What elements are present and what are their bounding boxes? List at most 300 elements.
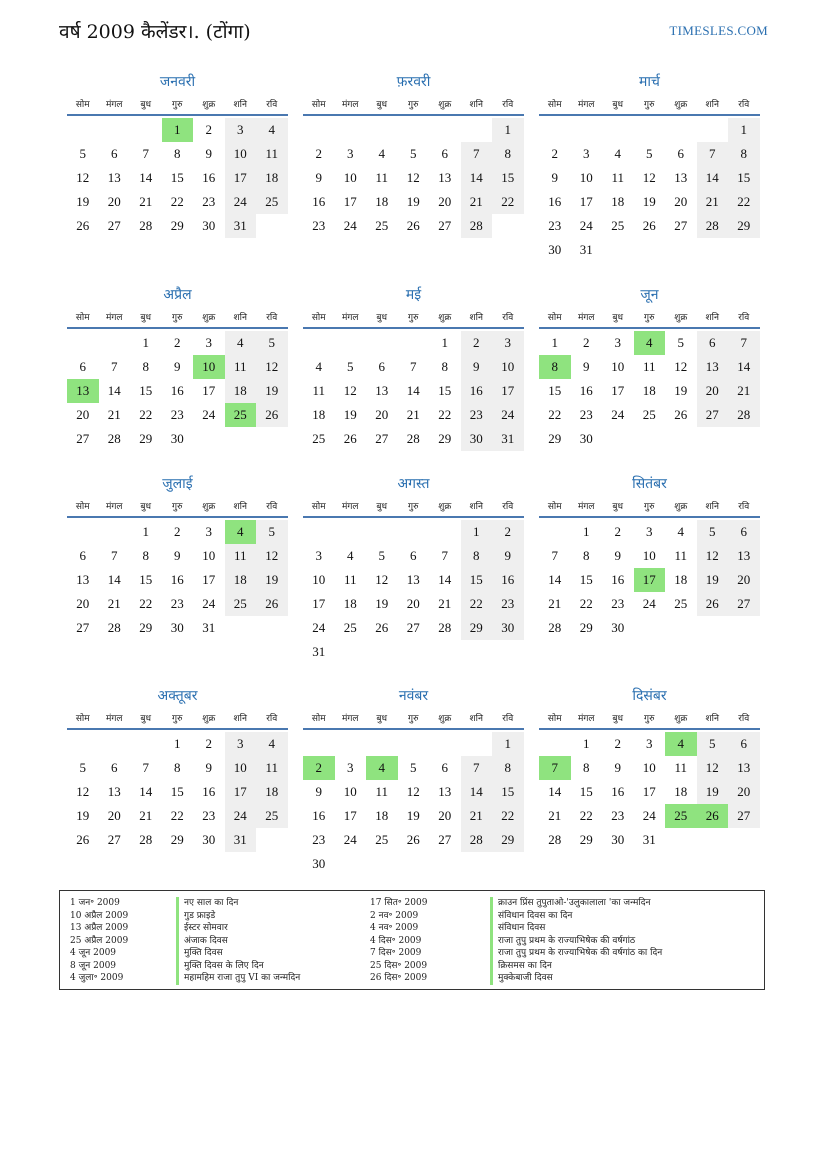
day-cell[interactable]: 5 xyxy=(256,331,288,355)
day-cell[interactable]: 24 xyxy=(579,218,593,233)
day-cell[interactable]: 9 xyxy=(205,760,212,775)
day-cell[interactable]: 26 xyxy=(256,403,288,427)
day-cell[interactable]: 31 xyxy=(202,620,216,635)
day-cell[interactable]: 6 xyxy=(677,146,684,161)
day-cell[interactable]: 14 xyxy=(728,355,760,379)
day-cell[interactable]: 25 xyxy=(343,620,357,635)
day-cell[interactable]: 17 xyxy=(225,166,257,190)
day-cell[interactable]: 1 xyxy=(142,524,149,539)
day-cell[interactable]: 30 xyxy=(611,620,625,635)
day-cell[interactable]: 16 xyxy=(202,170,216,185)
day-cell[interactable]: 16 xyxy=(611,572,625,587)
day-cell[interactable]: 3 xyxy=(492,331,524,355)
day-cell[interactable]: 2 xyxy=(205,122,212,137)
day-cell[interactable]: 14 xyxy=(461,780,493,804)
holiday-cell[interactable]: 4 xyxy=(665,732,697,756)
day-cell[interactable]: 28 xyxy=(548,832,562,847)
holiday-cell[interactable]: 1 xyxy=(162,118,194,142)
day-cell[interactable]: 5 xyxy=(697,732,729,756)
day-cell[interactable]: 27 xyxy=(728,592,760,616)
day-cell[interactable]: 16 xyxy=(312,194,326,209)
day-cell[interactable]: 20 xyxy=(674,194,688,209)
day-cell[interactable]: 8 xyxy=(142,359,149,374)
day-cell[interactable]: 24 xyxy=(343,832,357,847)
day-cell[interactable]: 9 xyxy=(461,355,493,379)
day-cell[interactable]: 10 xyxy=(225,756,257,780)
day-cell[interactable]: 17 xyxy=(343,808,357,823)
day-cell[interactable]: 14 xyxy=(697,166,729,190)
day-cell[interactable]: 12 xyxy=(76,170,90,185)
day-cell[interactable]: 10 xyxy=(343,784,357,799)
holiday-cell[interactable]: 8 xyxy=(539,355,571,379)
day-cell[interactable]: 27 xyxy=(674,218,688,233)
day-cell[interactable]: 18 xyxy=(256,780,288,804)
day-cell[interactable]: 22 xyxy=(579,808,593,823)
day-cell[interactable]: 30 xyxy=(579,431,593,446)
day-cell[interactable]: 19 xyxy=(406,808,420,823)
day-cell[interactable]: 11 xyxy=(343,572,357,587)
day-cell[interactable]: 8 xyxy=(174,760,181,775)
day-cell[interactable]: 16 xyxy=(492,568,524,592)
day-cell[interactable]: 3 xyxy=(583,146,590,161)
day-cell[interactable]: 6 xyxy=(728,732,760,756)
day-cell[interactable]: 24 xyxy=(642,596,656,611)
day-cell[interactable]: 24 xyxy=(642,808,656,823)
day-cell[interactable]: 20 xyxy=(438,808,452,823)
day-cell[interactable]: 17 xyxy=(202,383,216,398)
day-cell[interactable]: 19 xyxy=(256,568,288,592)
day-cell[interactable]: 18 xyxy=(375,808,389,823)
day-cell[interactable]: 20 xyxy=(76,596,90,611)
day-cell[interactable]: 9 xyxy=(492,544,524,568)
day-cell[interactable]: 6 xyxy=(728,520,760,544)
day-cell[interactable]: 11 xyxy=(375,170,389,185)
day-cell[interactable]: 31 xyxy=(642,832,656,847)
day-cell[interactable]: 10 xyxy=(642,760,656,775)
day-cell[interactable]: 21 xyxy=(548,596,562,611)
day-cell[interactable]: 19 xyxy=(674,383,688,398)
day-cell[interactable]: 21 xyxy=(139,194,153,209)
day-cell[interactable]: 9 xyxy=(551,170,558,185)
day-cell[interactable]: 19 xyxy=(76,194,90,209)
day-cell[interactable]: 23 xyxy=(170,407,184,422)
day-cell[interactable]: 10 xyxy=(225,142,257,166)
day-cell[interactable]: 27 xyxy=(438,218,452,233)
day-cell[interactable]: 20 xyxy=(438,194,452,209)
day-cell[interactable]: 15 xyxy=(139,572,153,587)
day-cell[interactable]: 7 xyxy=(142,146,149,161)
day-cell[interactable]: 28 xyxy=(728,403,760,427)
day-cell[interactable]: 29 xyxy=(579,832,593,847)
day-cell[interactable]: 7 xyxy=(111,548,118,563)
day-cell[interactable]: 23 xyxy=(548,218,562,233)
day-cell[interactable]: 29 xyxy=(139,431,153,446)
day-cell[interactable]: 20 xyxy=(375,407,389,422)
day-cell[interactable]: 3 xyxy=(347,760,354,775)
day-cell[interactable]: 30 xyxy=(202,218,216,233)
day-cell[interactable]: 1 xyxy=(551,335,558,350)
day-cell[interactable]: 6 xyxy=(79,548,86,563)
day-cell[interactable]: 5 xyxy=(347,359,354,374)
day-cell[interactable]: 29 xyxy=(170,218,184,233)
day-cell[interactable]: 27 xyxy=(697,403,729,427)
day-cell[interactable]: 18 xyxy=(225,568,257,592)
day-cell[interactable]: 27 xyxy=(438,832,452,847)
day-cell[interactable]: 11 xyxy=(256,142,288,166)
day-cell[interactable]: 7 xyxy=(142,760,149,775)
day-cell[interactable]: 10 xyxy=(492,355,524,379)
day-cell[interactable]: 5 xyxy=(677,335,684,350)
holiday-cell[interactable]: 26 xyxy=(697,804,729,828)
day-cell[interactable]: 25 xyxy=(642,407,656,422)
holiday-cell[interactable]: 4 xyxy=(366,756,398,780)
day-cell[interactable]: 21 xyxy=(461,190,493,214)
day-cell[interactable]: 29 xyxy=(170,832,184,847)
day-cell[interactable]: 19 xyxy=(256,379,288,403)
day-cell[interactable]: 20 xyxy=(107,808,121,823)
day-cell[interactable]: 30 xyxy=(611,832,625,847)
day-cell[interactable]: 30 xyxy=(548,242,562,257)
day-cell[interactable]: 29 xyxy=(461,616,493,640)
day-cell[interactable]: 14 xyxy=(438,572,452,587)
day-cell[interactable]: 8 xyxy=(461,544,493,568)
day-cell[interactable]: 22 xyxy=(139,596,153,611)
day-cell[interactable]: 26 xyxy=(375,620,389,635)
day-cell[interactable]: 17 xyxy=(202,572,216,587)
day-cell[interactable]: 13 xyxy=(107,784,121,799)
day-cell[interactable]: 28 xyxy=(461,828,493,852)
day-cell[interactable]: 1 xyxy=(583,524,590,539)
day-cell[interactable]: 17 xyxy=(225,780,257,804)
day-cell[interactable]: 9 xyxy=(614,760,621,775)
day-cell[interactable]: 10 xyxy=(343,170,357,185)
day-cell[interactable]: 11 xyxy=(674,548,688,563)
day-cell[interactable]: 31 xyxy=(579,242,593,257)
day-cell[interactable]: 13 xyxy=(438,170,452,185)
day-cell[interactable]: 13 xyxy=(728,756,760,780)
day-cell[interactable]: 19 xyxy=(697,780,729,804)
day-cell[interactable]: 16 xyxy=(202,784,216,799)
day-cell[interactable]: 8 xyxy=(492,756,524,780)
day-cell[interactable]: 5 xyxy=(79,146,86,161)
day-cell[interactable]: 9 xyxy=(583,359,590,374)
day-cell[interactable]: 31 xyxy=(225,214,257,238)
day-cell[interactable]: 19 xyxy=(375,596,389,611)
day-cell[interactable]: 2 xyxy=(315,146,322,161)
day-cell[interactable]: 23 xyxy=(202,194,216,209)
day-cell[interactable]: 24 xyxy=(611,407,625,422)
day-cell[interactable]: 21 xyxy=(728,379,760,403)
day-cell[interactable]: 23 xyxy=(170,596,184,611)
day-cell[interactable]: 21 xyxy=(461,804,493,828)
day-cell[interactable]: 29 xyxy=(438,431,452,446)
day-cell[interactable]: 2 xyxy=(614,524,621,539)
day-cell[interactable]: 12 xyxy=(256,544,288,568)
day-cell[interactable]: 6 xyxy=(441,760,448,775)
day-cell[interactable]: 18 xyxy=(225,379,257,403)
day-cell[interactable]: 12 xyxy=(642,170,656,185)
day-cell[interactable]: 21 xyxy=(107,407,121,422)
day-cell[interactable]: 24 xyxy=(202,407,216,422)
day-cell[interactable]: 23 xyxy=(312,832,326,847)
day-cell[interactable]: 9 xyxy=(614,548,621,563)
day-cell[interactable]: 15 xyxy=(492,780,524,804)
day-cell[interactable]: 19 xyxy=(343,407,357,422)
day-cell[interactable]: 16 xyxy=(579,383,593,398)
day-cell[interactable]: 26 xyxy=(76,218,90,233)
day-cell[interactable]: 26 xyxy=(674,407,688,422)
day-cell[interactable]: 12 xyxy=(256,355,288,379)
day-cell[interactable]: 22 xyxy=(492,804,524,828)
day-cell[interactable]: 18 xyxy=(375,194,389,209)
day-cell[interactable]: 28 xyxy=(438,620,452,635)
day-cell[interactable]: 2 xyxy=(174,335,181,350)
day-cell[interactable]: 16 xyxy=(611,784,625,799)
day-cell[interactable]: 30 xyxy=(202,832,216,847)
day-cell[interactable]: 12 xyxy=(406,170,420,185)
day-cell[interactable]: 30 xyxy=(170,431,184,446)
day-cell[interactable]: 11 xyxy=(225,544,257,568)
day-cell[interactable]: 15 xyxy=(461,568,493,592)
day-cell[interactable]: 28 xyxy=(548,620,562,635)
day-cell[interactable]: 26 xyxy=(76,832,90,847)
day-cell[interactable]: 24 xyxy=(225,190,257,214)
day-cell[interactable]: 9 xyxy=(174,359,181,374)
day-cell[interactable]: 26 xyxy=(642,218,656,233)
day-cell[interactable]: 22 xyxy=(461,592,493,616)
day-cell[interactable]: 4 xyxy=(256,732,288,756)
day-cell[interactable]: 26 xyxy=(343,431,357,446)
day-cell[interactable]: 16 xyxy=(170,572,184,587)
day-cell[interactable]: 24 xyxy=(202,596,216,611)
day-cell[interactable]: 13 xyxy=(375,383,389,398)
day-cell[interactable]: 16 xyxy=(170,383,184,398)
day-cell[interactable]: 27 xyxy=(375,431,389,446)
day-cell[interactable]: 29 xyxy=(548,431,562,446)
day-cell[interactable]: 12 xyxy=(674,359,688,374)
holiday-cell[interactable]: 2 xyxy=(303,756,335,780)
day-cell[interactable]: 20 xyxy=(406,596,420,611)
day-cell[interactable]: 3 xyxy=(205,524,212,539)
day-cell[interactable]: 25 xyxy=(256,804,288,828)
day-cell[interactable]: 2 xyxy=(492,520,524,544)
day-cell[interactable]: 30 xyxy=(170,620,184,635)
day-cell[interactable]: 17 xyxy=(312,596,326,611)
day-cell[interactable]: 14 xyxy=(107,572,121,587)
holiday-cell[interactable]: 7 xyxy=(539,756,571,780)
day-cell[interactable]: 20 xyxy=(107,194,121,209)
day-cell[interactable]: 4 xyxy=(378,146,385,161)
day-cell[interactable]: 16 xyxy=(461,379,493,403)
day-cell[interactable]: 2 xyxy=(614,736,621,751)
day-cell[interactable]: 2 xyxy=(461,331,493,355)
day-cell[interactable]: 8 xyxy=(174,146,181,161)
day-cell[interactable]: 27 xyxy=(76,620,90,635)
day-cell[interactable]: 28 xyxy=(107,431,121,446)
day-cell[interactable]: 17 xyxy=(492,379,524,403)
day-cell[interactable]: 24 xyxy=(343,218,357,233)
day-cell[interactable]: 14 xyxy=(406,383,420,398)
day-cell[interactable]: 19 xyxy=(642,194,656,209)
day-cell[interactable]: 31 xyxy=(312,644,326,659)
day-cell[interactable]: 7 xyxy=(461,142,493,166)
day-cell[interactable]: 17 xyxy=(343,194,357,209)
day-cell[interactable]: 4 xyxy=(315,359,322,374)
day-cell[interactable]: 18 xyxy=(674,572,688,587)
day-cell[interactable]: 6 xyxy=(410,548,417,563)
day-cell[interactable]: 18 xyxy=(343,596,357,611)
day-cell[interactable]: 20 xyxy=(76,407,90,422)
day-cell[interactable]: 1 xyxy=(441,335,448,350)
day-cell[interactable]: 15 xyxy=(492,166,524,190)
day-cell[interactable]: 17 xyxy=(642,784,656,799)
day-cell[interactable]: 21 xyxy=(107,596,121,611)
day-cell[interactable]: 10 xyxy=(202,548,216,563)
day-cell[interactable]: 4 xyxy=(225,331,257,355)
day-cell[interactable]: 19 xyxy=(697,568,729,592)
day-cell[interactable]: 11 xyxy=(312,383,326,398)
day-cell[interactable]: 28 xyxy=(107,620,121,635)
day-cell[interactable]: 18 xyxy=(312,407,326,422)
holiday-cell[interactable]: 4 xyxy=(225,520,257,544)
day-cell[interactable]: 26 xyxy=(406,832,420,847)
day-cell[interactable]: 21 xyxy=(697,190,729,214)
day-cell[interactable]: 20 xyxy=(728,568,760,592)
day-cell[interactable]: 22 xyxy=(492,190,524,214)
day-cell[interactable]: 15 xyxy=(170,170,184,185)
day-cell[interactable]: 28 xyxy=(406,431,420,446)
day-cell[interactable]: 31 xyxy=(225,828,257,852)
day-cell[interactable]: 13 xyxy=(406,572,420,587)
day-cell[interactable]: 28 xyxy=(139,832,153,847)
day-cell[interactable]: 4 xyxy=(614,146,621,161)
day-cell[interactable]: 24 xyxy=(312,620,326,635)
holiday-cell[interactable]: 25 xyxy=(225,403,257,427)
day-cell[interactable]: 12 xyxy=(697,756,729,780)
day-cell[interactable]: 11 xyxy=(642,359,656,374)
day-cell[interactable]: 23 xyxy=(312,218,326,233)
day-cell[interactable]: 14 xyxy=(548,784,562,799)
day-cell[interactable]: 23 xyxy=(579,407,593,422)
day-cell[interactable]: 28 xyxy=(697,214,729,238)
day-cell[interactable]: 21 xyxy=(139,808,153,823)
holiday-cell[interactable]: 17 xyxy=(634,568,666,592)
day-cell[interactable]: 15 xyxy=(139,383,153,398)
day-cell[interactable]: 7 xyxy=(697,142,729,166)
day-cell[interactable]: 3 xyxy=(205,335,212,350)
day-cell[interactable]: 1 xyxy=(461,520,493,544)
day-cell[interactable]: 12 xyxy=(343,383,357,398)
day-cell[interactable]: 1 xyxy=(492,732,524,756)
day-cell[interactable]: 26 xyxy=(697,592,729,616)
day-cell[interactable]: 25 xyxy=(256,190,288,214)
day-cell[interactable]: 26 xyxy=(406,218,420,233)
day-cell[interactable]: 12 xyxy=(76,784,90,799)
day-cell[interactable]: 14 xyxy=(107,383,121,398)
day-cell[interactable]: 6 xyxy=(79,359,86,374)
day-cell[interactable]: 22 xyxy=(139,407,153,422)
day-cell[interactable]: 5 xyxy=(697,520,729,544)
day-cell[interactable]: 27 xyxy=(728,804,760,828)
day-cell[interactable]: 29 xyxy=(492,828,524,852)
day-cell[interactable]: 7 xyxy=(461,756,493,780)
day-cell[interactable]: 9 xyxy=(205,146,212,161)
day-cell[interactable]: 13 xyxy=(674,170,688,185)
day-cell[interactable]: 17 xyxy=(579,194,593,209)
day-cell[interactable]: 4 xyxy=(677,524,684,539)
day-cell[interactable]: 5 xyxy=(410,146,417,161)
day-cell[interactable]: 22 xyxy=(170,808,184,823)
day-cell[interactable]: 7 xyxy=(551,548,558,563)
holiday-cell[interactable]: 13 xyxy=(67,379,99,403)
day-cell[interactable]: 18 xyxy=(642,383,656,398)
day-cell[interactable]: 27 xyxy=(107,832,121,847)
day-cell[interactable]: 6 xyxy=(441,146,448,161)
day-cell[interactable]: 29 xyxy=(139,620,153,635)
day-cell[interactable]: 22 xyxy=(170,194,184,209)
day-cell[interactable]: 21 xyxy=(548,808,562,823)
day-cell[interactable]: 1 xyxy=(583,736,590,751)
day-cell[interactable]: 11 xyxy=(375,784,389,799)
day-cell[interactable]: 2 xyxy=(583,335,590,350)
holiday-cell[interactable]: 4 xyxy=(634,331,666,355)
day-cell[interactable]: 5 xyxy=(378,548,385,563)
day-cell[interactable]: 8 xyxy=(441,359,448,374)
day-cell[interactable]: 3 xyxy=(315,548,322,563)
day-cell[interactable]: 7 xyxy=(111,359,118,374)
day-cell[interactable]: 1 xyxy=(492,118,524,142)
day-cell[interactable]: 23 xyxy=(611,808,625,823)
day-cell[interactable]: 5 xyxy=(79,760,86,775)
day-cell[interactable]: 2 xyxy=(551,146,558,161)
day-cell[interactable]: 30 xyxy=(461,427,493,451)
day-cell[interactable]: 6 xyxy=(697,331,729,355)
day-cell[interactable]: 10 xyxy=(312,572,326,587)
day-cell[interactable]: 23 xyxy=(492,592,524,616)
day-cell[interactable]: 13 xyxy=(107,170,121,185)
day-cell[interactable]: 23 xyxy=(611,596,625,611)
day-cell[interactable]: 19 xyxy=(406,194,420,209)
day-cell[interactable]: 23 xyxy=(461,403,493,427)
day-cell[interactable]: 10 xyxy=(642,548,656,563)
day-cell[interactable]: 5 xyxy=(410,760,417,775)
day-cell[interactable]: 14 xyxy=(461,166,493,190)
day-cell[interactable]: 21 xyxy=(438,596,452,611)
day-cell[interactable]: 8 xyxy=(492,142,524,166)
day-cell[interactable]: 15 xyxy=(170,784,184,799)
day-cell[interactable]: 15 xyxy=(579,784,593,799)
day-cell[interactable]: 25 xyxy=(611,218,625,233)
day-cell[interactable]: 3 xyxy=(347,146,354,161)
day-cell[interactable]: 9 xyxy=(315,170,322,185)
day-cell[interactable]: 5 xyxy=(646,146,653,161)
day-cell[interactable]: 27 xyxy=(406,620,420,635)
day-cell[interactable]: 6 xyxy=(111,146,118,161)
day-cell[interactable]: 22 xyxy=(548,407,562,422)
day-cell[interactable]: 13 xyxy=(76,572,90,587)
day-cell[interactable]: 14 xyxy=(548,572,562,587)
day-cell[interactable]: 3 xyxy=(225,732,257,756)
day-cell[interactable]: 24 xyxy=(225,804,257,828)
holiday-cell[interactable]: 25 xyxy=(665,804,697,828)
day-cell[interactable]: 27 xyxy=(76,431,90,446)
day-cell[interactable]: 18 xyxy=(256,166,288,190)
day-cell[interactable]: 9 xyxy=(315,784,322,799)
day-cell[interactable]: 11 xyxy=(225,355,257,379)
day-cell[interactable]: 27 xyxy=(107,218,121,233)
day-cell[interactable]: 4 xyxy=(256,118,288,142)
day-cell[interactable]: 22 xyxy=(438,407,452,422)
